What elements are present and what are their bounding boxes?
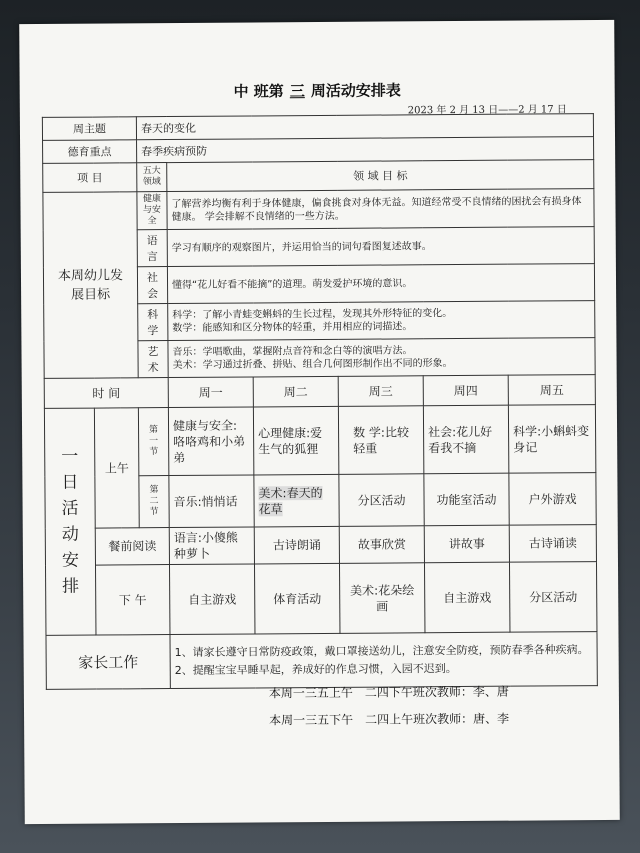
item-header: 项 目 xyxy=(43,163,137,193)
date-range: 2023 年 2 月 13 日——2 月 17 日 xyxy=(407,104,567,117)
day-header: 周四 xyxy=(423,375,508,406)
goal-text: 了解营养均衡有利于身体健康，偏食挑食对身体无益。知道经常受不良情绪的困扰会有损身体健康。 学会排解不良情绪的一些方法。 xyxy=(167,189,594,230)
day-header: 周一 xyxy=(168,377,253,408)
activity-cell: 古诗诵读 xyxy=(509,525,596,563)
period1-label: 第一节 xyxy=(138,408,168,476)
theme-value: 春天的变化 xyxy=(136,114,593,140)
schedule-table xyxy=(42,113,598,690)
week-number: 三 xyxy=(289,82,305,101)
activity-cell: 体育活动 xyxy=(254,563,339,634)
activity-cell: 社会:花儿好看我不摘 xyxy=(423,405,508,474)
day-header: 周三 xyxy=(338,376,423,407)
days-header-row xyxy=(44,375,595,409)
parent-work-item: 2、提醒宝宝早睡早起，养成好的作息习惯，入园不迟到。 xyxy=(174,661,457,677)
reading-label: 餐前阅读 xyxy=(95,528,169,566)
schedule-sheet xyxy=(19,20,620,824)
goal-domain: 语言 xyxy=(137,230,167,267)
goals-section-label: 本周幼儿发展目标 xyxy=(43,192,138,379)
goal-text: 懂得“花儿好看不能摘”的道理。萌发爱护环境的意识。 xyxy=(167,264,594,304)
moral-value: 春季疾病预防 xyxy=(137,137,594,163)
activity-cell: 故事欣赏 xyxy=(339,526,424,564)
activity-cell: 音乐:悄悄话 xyxy=(169,475,254,528)
page-title: 中 班第 三 周活动安排表 xyxy=(233,81,401,101)
activity-cell: 语言:小傻熊种萝卜 xyxy=(169,527,254,565)
parent-work-item: 1、请家长遵守日常防疫政策，戴口罩接送幼儿，注意安全防疫，预防春季各种疾病。 xyxy=(174,642,589,659)
activity-cell: 古诗朗诵 xyxy=(254,526,339,564)
activity-cell: 心理健康:爱生气的狐狸 xyxy=(253,406,338,475)
goal-text-2: 美术：学习通过折叠、拼贴、组合几何图形制作出不同的形象。 xyxy=(172,358,453,372)
activity-cell: 健康与安全:咯咯鸡和小弟弟 xyxy=(168,407,253,476)
activity-cell: 科学:小蝌蚪变身记 xyxy=(508,405,596,474)
day-header: 周五 xyxy=(508,375,595,406)
activity-cell: 自主游戏 xyxy=(169,564,254,635)
activity-cell: 分区活动 xyxy=(509,562,597,633)
reading-row xyxy=(45,525,596,566)
period1-row xyxy=(44,405,596,477)
parent-work-label: 家长工作 xyxy=(46,635,170,690)
teacher-shift-line: 本周一三五上午 二四下午班次教师：李、唐 xyxy=(268,684,509,701)
theme-label: 周主题 xyxy=(42,117,136,141)
parent-work-row xyxy=(46,632,597,690)
time-label: 时 间 xyxy=(44,378,168,409)
activity-cell: 讲故事 xyxy=(424,525,509,563)
daily-schedule-label: 一日活动安排 xyxy=(44,408,96,635)
goal-header: 领 域 目 标 xyxy=(167,160,594,192)
goal-text: 学习有顺序的观察图片，并运用恰当的词句看图复述故事。 xyxy=(167,227,594,267)
activity-cell: 功能室活动 xyxy=(424,473,509,526)
activity-cell: 户外游戏 xyxy=(509,473,596,526)
activity-cell: 自主游戏 xyxy=(424,562,509,633)
goal-row xyxy=(43,189,594,231)
goal-text-2: 数学：能感知和区分物体的轻重，并用相应的词描述。 xyxy=(172,321,413,335)
activity-cell: 美术:花朵绘画 xyxy=(339,563,424,634)
goal-text: 科学：了解小青蛙变蝌蚪的生长过程，发现其外形特征的变化。 xyxy=(172,308,453,322)
goal-domain: 健康与安全 xyxy=(137,192,167,230)
goal-domain: 社会 xyxy=(137,267,167,304)
activity-cell: 数 学:比较轻重 xyxy=(338,406,423,475)
highlighted-activity: 美术:春天的花草 xyxy=(258,485,323,516)
period2-label: 第二节 xyxy=(139,476,169,528)
goal-text: 音乐：学唱歌曲，掌握附点音符和念白等的演唱方法。 xyxy=(172,345,413,359)
goals-header-row xyxy=(43,160,594,193)
moral-label: 德育重点 xyxy=(43,140,137,164)
afternoon-label: 下 午 xyxy=(95,565,169,636)
afternoon-row xyxy=(45,562,597,636)
activity-cell: 分区活动 xyxy=(339,474,424,527)
goal-domain: 艺术 xyxy=(138,341,168,378)
teacher-shift-line: 本周一三五下午 二四上午班次教师：唐、李 xyxy=(269,711,510,728)
day-header: 周二 xyxy=(253,376,338,407)
morning-label: 上午 xyxy=(94,408,139,528)
goal-domain: 科学 xyxy=(138,304,168,341)
five-domains-header: 五大领域 xyxy=(137,163,167,192)
